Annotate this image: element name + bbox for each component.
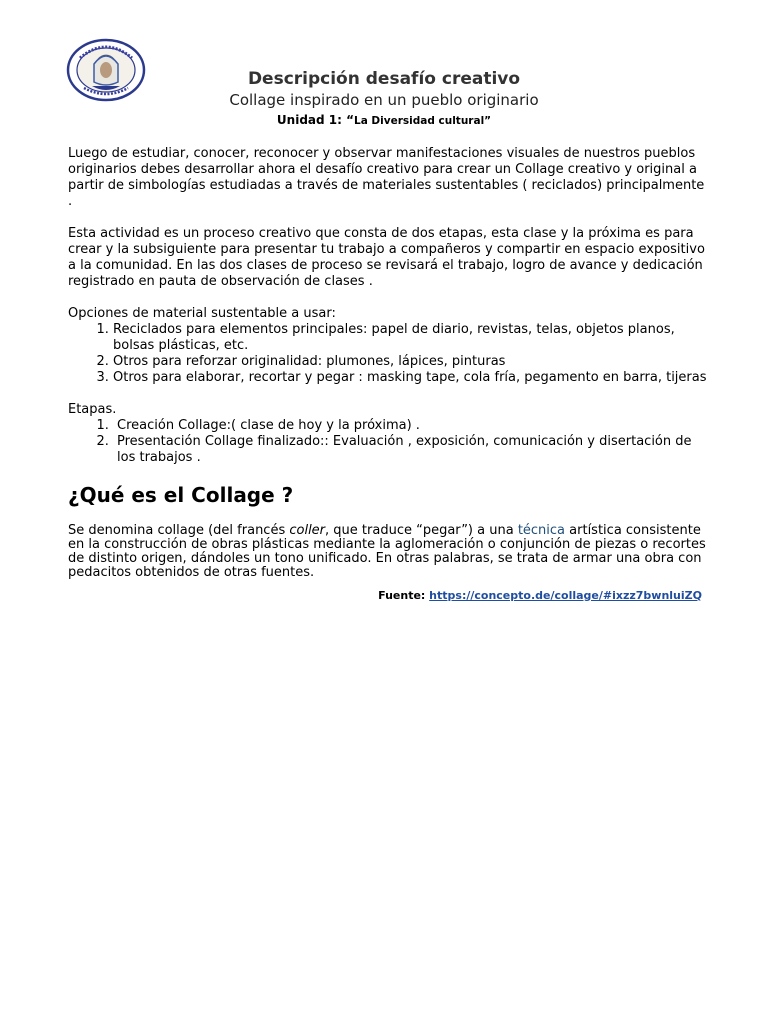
unit-label	[150, 112, 618, 129]
definition-text: artística consistente en la construcción de obras plásticas mediante la aglomeración o conjunción de piezas o recortes de distinto origen, dándoles un tono unificado. En otras palabras, se trata de armar una obra con pedacitos obtenidos de otras fuentes.	[68, 523, 706, 580]
list-item: 3. Otros para elaborar, recortar y pegar : masking tape, cola fría, pegamento en barra, tijeras	[113, 370, 708, 386]
list-item: 1. Creación Collage:( clase de hoy y la próxima) .	[113, 418, 708, 434]
activity-paragraph: Esta actividad es un proceso creativo que consta de dos etapas, esta clase y la próxima es para crear y la subsiguiente para presentar tu trabajo a compañeros y compartir en espacio expositivo a la comunidad. En las dos clases de proceso se revisará el trabajo, logro de avance y dedicación registrado en pauta de observación de clases .	[68, 226, 705, 289]
stages-intro: Etapas.	[68, 402, 117, 417]
collage-definition	[68, 524, 708, 580]
collage-heading: ¿Qué es el Collage ?	[68, 483, 294, 507]
unit-prefix: Unidad 1: “	[276, 113, 354, 127]
definition-text: Se denomina collage (del francés	[68, 523, 290, 538]
document-header	[150, 68, 618, 129]
document-subtitle: Collage inspirado en un pueblo originario	[229, 91, 539, 109]
technique-link[interactable]: técnica	[517, 523, 566, 538]
school-seal-icon	[66, 38, 146, 102]
materials-list	[68, 322, 708, 386]
list-item: 2. Otros para reforzar originalidad: plumones, lápices, pinturas	[113, 354, 708, 370]
unit-name: La Diversidad cultural”	[354, 115, 492, 127]
list-item: 2. Presentación Collage finalizado:: Evaluación , exposición, comunicación y disertación de los trabajos .	[113, 434, 708, 466]
source-link[interactable]: https://concepto.de/collage/#ixzz7bwnluiZQ	[429, 589, 702, 602]
materials-intro: Opciones de material sustentable a usar:	[68, 306, 336, 321]
stages-list	[68, 418, 708, 466]
definition-term: coller	[289, 523, 326, 538]
intro-paragraph: Luego de estudiar, conocer, reconocer y observar manifestaciones visuales de nuestros pueblos originarios debes desarrollar ahora el desafío creativo para crear un Collage creativo y original a partir de simbologías estudiadas a través de materiales sustentables ( reciclados) principalmente .	[68, 146, 705, 209]
list-item: 1. Reciclados para elementos principales: papel de diario, revistas, telas, objetos planos, bolsas plásticas, etc.	[113, 322, 708, 354]
document-title: Descripción desafío creativo	[247, 69, 521, 89]
document-body	[68, 146, 708, 604]
source-label: Fuente:	[378, 589, 430, 602]
source-citation	[68, 588, 708, 604]
definition-text: , que traduce “pegar”) a una	[325, 523, 518, 538]
